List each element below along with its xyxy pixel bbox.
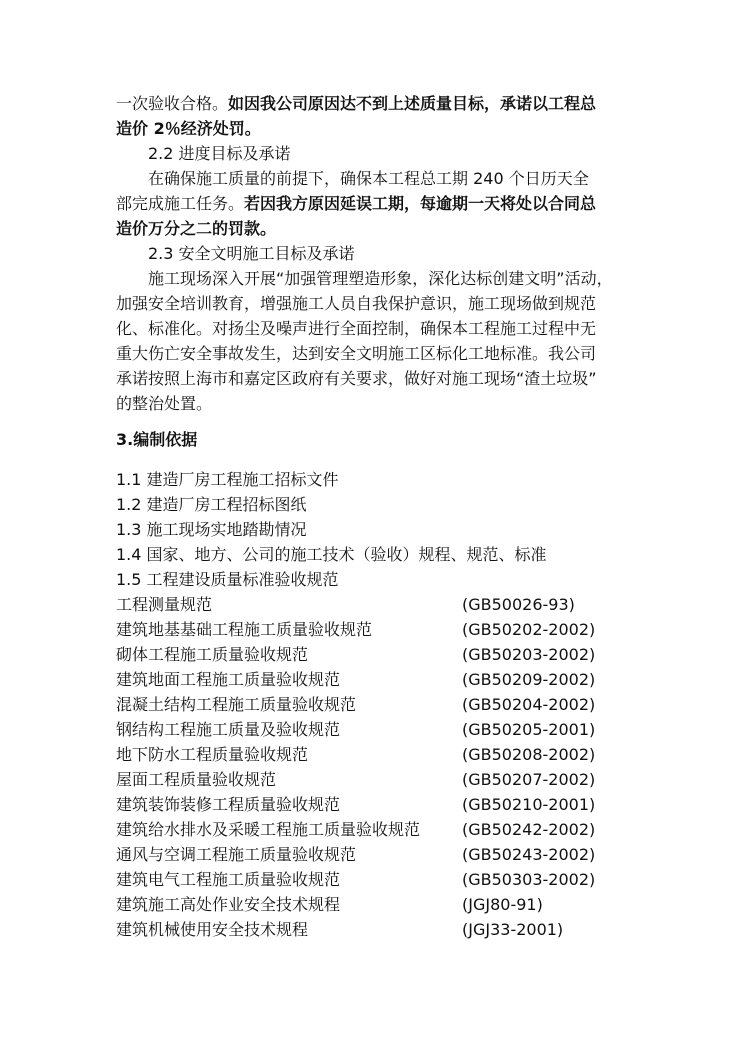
basis-item: 1.3 施工现场实地踏勘情况 xyxy=(116,520,307,539)
schedule-penalty-text: 若因我方原因延误工期，每逾期一天将处以合同总 xyxy=(244,194,597,213)
standard-name: 砌体工程施工质量验收规范 xyxy=(116,645,309,664)
schedule-text: 部完成施工任务。 xyxy=(116,194,245,213)
standard-name: 混凝土结构工程施工质量验收规范 xyxy=(116,695,357,714)
standard-code: (GB50205-2001) xyxy=(462,720,596,739)
basis-item: 1.5 工程建设质量标准验收规范 xyxy=(116,570,339,589)
heading-2-3: 2.3 安全文明施工目标及承诺 xyxy=(148,244,355,263)
standard-name: 地下防水工程质量验收规范 xyxy=(116,745,309,764)
basis-item: 1.1 建造厂房工程施工招标文件 xyxy=(116,470,339,489)
standard-code: (GB50243-2002) xyxy=(462,845,596,864)
standard-code: (GB50303-2002) xyxy=(462,870,596,889)
standard-code: (GB50242-2002) xyxy=(462,820,596,839)
standard-name: 屋面工程质量验收规范 xyxy=(116,770,277,789)
basis-item: 1.4 国家、地方、公司的施工技术（验收）规程、规范、标准 xyxy=(116,545,547,564)
quality-penalty-text-cont: 造价 2％经济处罚。 xyxy=(116,119,261,138)
safety-paragraph-line-4: 重大伤亡安全事故发生，达到安全文明施工区标化工地标准。我公司 xyxy=(116,344,597,363)
standard-code: (GB50026-93) xyxy=(462,595,575,614)
standard-name: 工程测量规范 xyxy=(116,595,213,614)
safety-paragraph-line-6: 的整治处置。 xyxy=(116,394,213,413)
standard-code: (JGJ33-2001) xyxy=(462,920,564,939)
standard-name: 建筑地基基础工程施工质量验收规范 xyxy=(116,620,373,639)
safety-paragraph-line-2: 加强安全培训教育，增强施工人员自我保护意识，施工现场做到规范 xyxy=(116,294,597,313)
standard-name: 建筑地面工程施工质量验收规范 xyxy=(116,670,341,689)
standard-name: 建筑施工高处作业安全技术规程 xyxy=(116,895,341,914)
standard-code: (GB50209-2002) xyxy=(462,670,596,689)
standard-code: (GB50210-2001) xyxy=(462,795,596,814)
schedule-penalty-text-cont: 造价万分之二的罚款。 xyxy=(116,219,277,238)
heading-2-2: 2.2 进度目标及承诺 xyxy=(148,144,291,163)
heading-section-3: 3.编制依据 xyxy=(116,430,198,449)
standard-code: (GB50208-2002) xyxy=(462,745,596,764)
standard-name: 通风与空调工程施工质量验收规范 xyxy=(116,845,357,864)
standard-name: 建筑机械使用安全技术规程 xyxy=(116,920,309,939)
standard-name: 建筑电气工程施工质量验收规范 xyxy=(116,870,341,889)
standard-name: 建筑给水排水及采暖工程施工质量验收规范 xyxy=(116,820,421,839)
quality-penalty-text: 如因我公司原因达不到上述质量目标，承诺以工程总 xyxy=(228,94,597,113)
basis-item: 1.2 建造厂房工程招标图纸 xyxy=(116,495,307,514)
safety-paragraph-line-5: 承诺按照上海市和嘉定区政府有关要求，做好对施工现场“渣土垃圾” xyxy=(116,369,597,388)
standard-name: 建筑装饰装修工程质量验收规范 xyxy=(116,795,341,814)
standard-name: 钢结构工程施工质量及验收规范 xyxy=(116,720,341,739)
safety-paragraph-line-3: 化、标准化。对扬尘及噪声进行全面控制，确保本工程施工过程中无 xyxy=(116,319,597,338)
standard-code: (GB50204-2002) xyxy=(462,695,596,714)
standard-code: (JGJ80-91) xyxy=(462,895,543,914)
quality-text: 一次验收合格。 xyxy=(116,94,229,113)
standard-code: (GB50207-2002) xyxy=(462,770,596,789)
standard-code: (GB50202-2002) xyxy=(462,620,596,639)
schedule-paragraph-line-1: 在确保施工质量的前提下，确保本工程总工期 240 个日历天全 xyxy=(148,169,589,188)
safety-paragraph-line-1: 施工现场深入开展“加强管理塑造形象，深化达标创建文明”活动， xyxy=(148,269,613,288)
quality-paragraph-line-1 xyxy=(116,92,636,116)
standard-code: (GB50203-2002) xyxy=(462,645,596,664)
schedule-paragraph-line-2 xyxy=(116,192,636,216)
